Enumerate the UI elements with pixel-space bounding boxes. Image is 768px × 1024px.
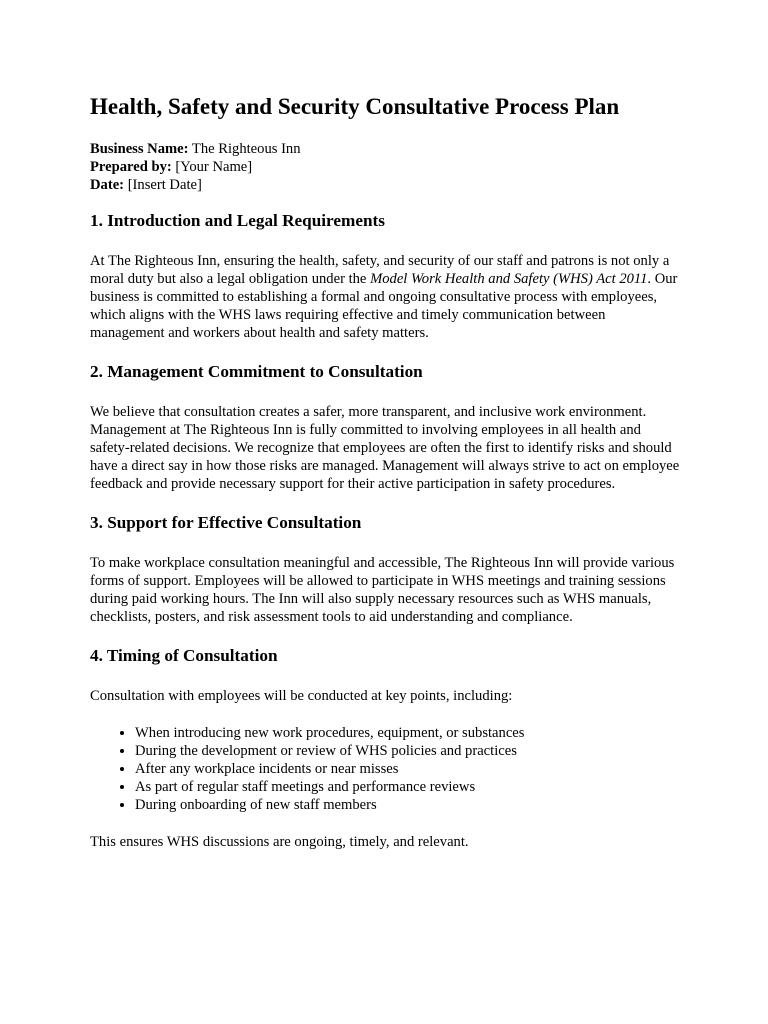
business-name-value: The Righteous Inn bbox=[188, 141, 301, 157]
list-item: • As part of regular staff meetings and performance reviews bbox=[135, 778, 680, 796]
business-name-label: Business Name: bbox=[90, 141, 189, 157]
section-paragraph-introduction bbox=[90, 252, 680, 342]
intro-text-before: At The Righteous Inn, ensuring the health, safety, and security of our staff and patrons is not only a moral duty but also a legal obligation under the bbox=[90, 253, 670, 287]
prepared-by-label: Prepared by: bbox=[90, 159, 172, 175]
list-item: • After any workplace incidents or near misses bbox=[135, 760, 680, 778]
date-line bbox=[90, 176, 680, 194]
section-heading-timing: 4. Timing of Consultation bbox=[90, 646, 278, 665]
prepared-by-value: [Your Name] bbox=[171, 159, 253, 175]
list-item: • During onboarding of new staff members bbox=[135, 796, 680, 814]
document-meta bbox=[90, 140, 680, 194]
prepared-by-line bbox=[90, 158, 680, 176]
intro-text-after: . Our business is committed to establishing a formal and ongoing consultative process with employees, which aligns with the WHS laws requiring effective and timely communication between management and workers about health and safety matters. bbox=[90, 271, 678, 341]
date-label: Date: bbox=[90, 177, 125, 193]
document-title: Health, Safety and Security Consultative Process Plan bbox=[90, 94, 620, 119]
section-paragraph-timing-intro: Consultation with employees will be conducted at key points, including: bbox=[90, 688, 513, 704]
section-paragraph-support: To make workplace consultation meaningful and accessible, The Righteous Inn will provide various forms of support. Employees will be allowed to participate in WHS meetings and training sessions during paid working hours. The Inn will also supply necessary resources such as WHS manuals, checklists, posters, and risk assessment tools to aid understanding and compliance. bbox=[90, 555, 675, 625]
whs-act-reference: Model Work Health and Safety (WHS) Act 2011 bbox=[370, 271, 648, 287]
timing-bullet-list bbox=[90, 724, 680, 814]
business-name-line bbox=[90, 140, 680, 158]
section-paragraph-management-commitment: We believe that consultation creates a safer, more transparent, and inclusive work environment. Management at The Righteous Inn is fully committed to involving employees in all health and safety-related decisions. We recognize that employees are often the first to identify risks and should have a direct say in how those risks are managed. Management will always strive to act on employee feedback and provide necessary support for their active participation in safety procedures. bbox=[90, 404, 680, 492]
list-item: • During the development or review of WHS policies and practices bbox=[135, 742, 680, 760]
section-heading-management-commitment: 2. Management Commitment to Consultation bbox=[90, 362, 423, 381]
list-item: • When introducing new work procedures, equipment, or substances bbox=[135, 724, 680, 742]
section-paragraph-timing-closing: This ensures WHS discussions are ongoing, timely, and relevant. bbox=[90, 834, 469, 850]
document-content bbox=[90, 92, 680, 870]
section-heading-introduction: 1. Introduction and Legal Requirements bbox=[90, 211, 385, 230]
date-value: [Insert Date] bbox=[124, 177, 202, 193]
section-heading-support: 3. Support for Effective Consultation bbox=[90, 513, 362, 532]
